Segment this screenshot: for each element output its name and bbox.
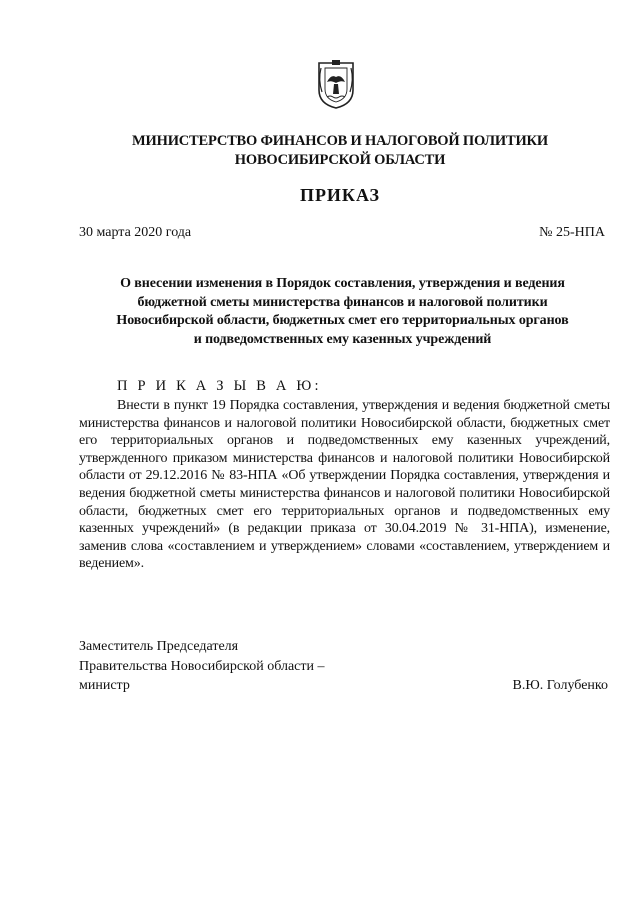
signatory-name: В.Ю. Голубенко bbox=[512, 678, 608, 693]
ministry-name bbox=[40, 132, 640, 170]
coat-of-arms-icon bbox=[317, 60, 355, 110]
signatory-position-line-1: Заместитель Председателя bbox=[79, 639, 239, 654]
document-date: 30 марта 2020 года bbox=[79, 225, 192, 240]
ministry-line-1: МИНИСТЕРСТВО ФИНАНСОВ И НАЛОГОВОЙ ПОЛИТИКИ bbox=[132, 133, 548, 149]
subject-line-4: и подведомственных ему казенных учреждений bbox=[193, 331, 492, 347]
ministry-line-2: НОВОСИБИРСКОЙ ОБЛАСТИ bbox=[234, 152, 446, 168]
subject-line-3: Новосибирской области, бюджетных смет его территориальных органов bbox=[116, 313, 569, 328]
signatory-position-line-2: Правительства Новосибирской области – bbox=[79, 658, 325, 674]
signatory-position-line-3: министр bbox=[79, 678, 130, 693]
document-subject bbox=[70, 275, 615, 349]
subject-line-2: бюджетной сметы министерства финансов и налоговой политики bbox=[137, 294, 548, 310]
document-type-title: ПРИКАЗ bbox=[299, 185, 381, 205]
signatory-position bbox=[79, 637, 325, 696]
order-directive: П Р И К А З Ы В А Ю: bbox=[117, 378, 322, 394]
document-number: № 25-НПА bbox=[539, 225, 605, 240]
body-paragraph: Внести в пункт 19 Порядка составления, утверждения и ведения бюджетной сметы министерства финансов и налоговой политики Новосибирской области, бюджетных смет его территориальных органов и подведомственных ему казенных учреждений, утвержденного приказом министерства финансов и налоговой политики Новосибирской области от 29.12.2016 № 83-НПА «Об утверждении Порядка составления, утверждения и ведения бюджетной сметы министерства финансов и налоговой политики Новосибирской области, бюджетных смет его территориальных органов и подведомственных ему казенных учреждений» (в редакции приказа от 30.04.2019 № 31-НПА), изменение, заменив слова «составлением и утверждением» словами «составлением, утверждением и ведением». bbox=[79, 398, 610, 572]
subject-line-1: О внесении изменения в Порядок составления, утверждения и ведения bbox=[120, 276, 565, 291]
